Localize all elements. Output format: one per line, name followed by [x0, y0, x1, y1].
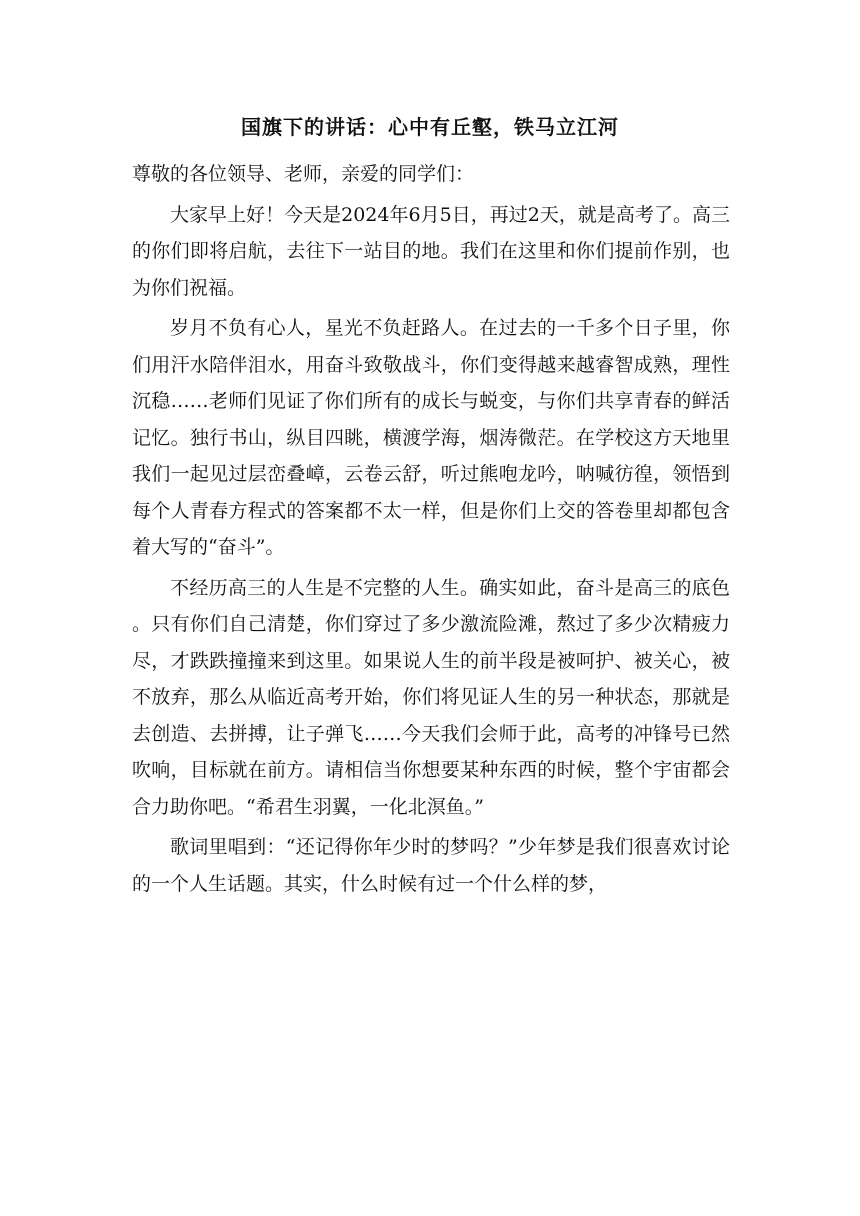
paragraph-1: 大家早上好！今天是2024年6月5日，再过2天，就是高考了。高三的你们即将启航，去往下一站目的地。我们在这里和你们提前作别，也为你们祝福。 — [132, 203, 730, 299]
paragraph-2: 岁月不负有心人，星光不负赶路人。在过去的一千多个日子里，你们用汗水陪伴泪水，用奋斗致敬战斗，你们变得越来越睿智成熟，理性沉稳……老师们见证了你们所有的成长与蜕变，与你们共享青春的鲜活记忆。独行书山，纵目四眺，横渡学海，烟涛微茫。在学校这方天地里我们一起见过层峦叠嶂，云卷云舒，听过熊咆龙吟，呐喊彷徨，领悟到每个人青春方程式的答案都不太一样，但是你们上交的答卷里却都包含着大写的“奋斗”。 — [132, 317, 730, 558]
salutation: 尊敬的各位领导、老师，亲爱的同学们： — [132, 163, 475, 185]
paragraph-4: 歌词里唱到：“还记得你年少时的梦吗？”少年梦是我们很喜欢讨论的一个人生话题。其实，什么时候有过一个什么样的梦， — [132, 836, 730, 895]
paragraph-3: 不经历高三的人生是不完整的人生。确实如此，奋斗是高三的底色。只有你们自己清楚，你们穿过了多少激流险滩，熬过了多少次精疲力尽，才跌跌撞撞来到这里。如果说人生的前半段是被呵护、被关心，被不放弃，那么从临近高考开始，你们将见证人生的另一种状态，那就是去创造、去拼搏，让子弹飞……今天我们会师于此，高考的冲锋号已然吹响，目标就在前方。请相信当你想要某种东西的时候，整个宇宙都会合力助你吧。“希君生羽翼，一化北溟鱼。” — [132, 576, 730, 818]
document-body — [132, 156, 730, 902]
document-title: 国旗下的讲话：心中有丘壑，铁马立江河 — [241, 115, 619, 139]
